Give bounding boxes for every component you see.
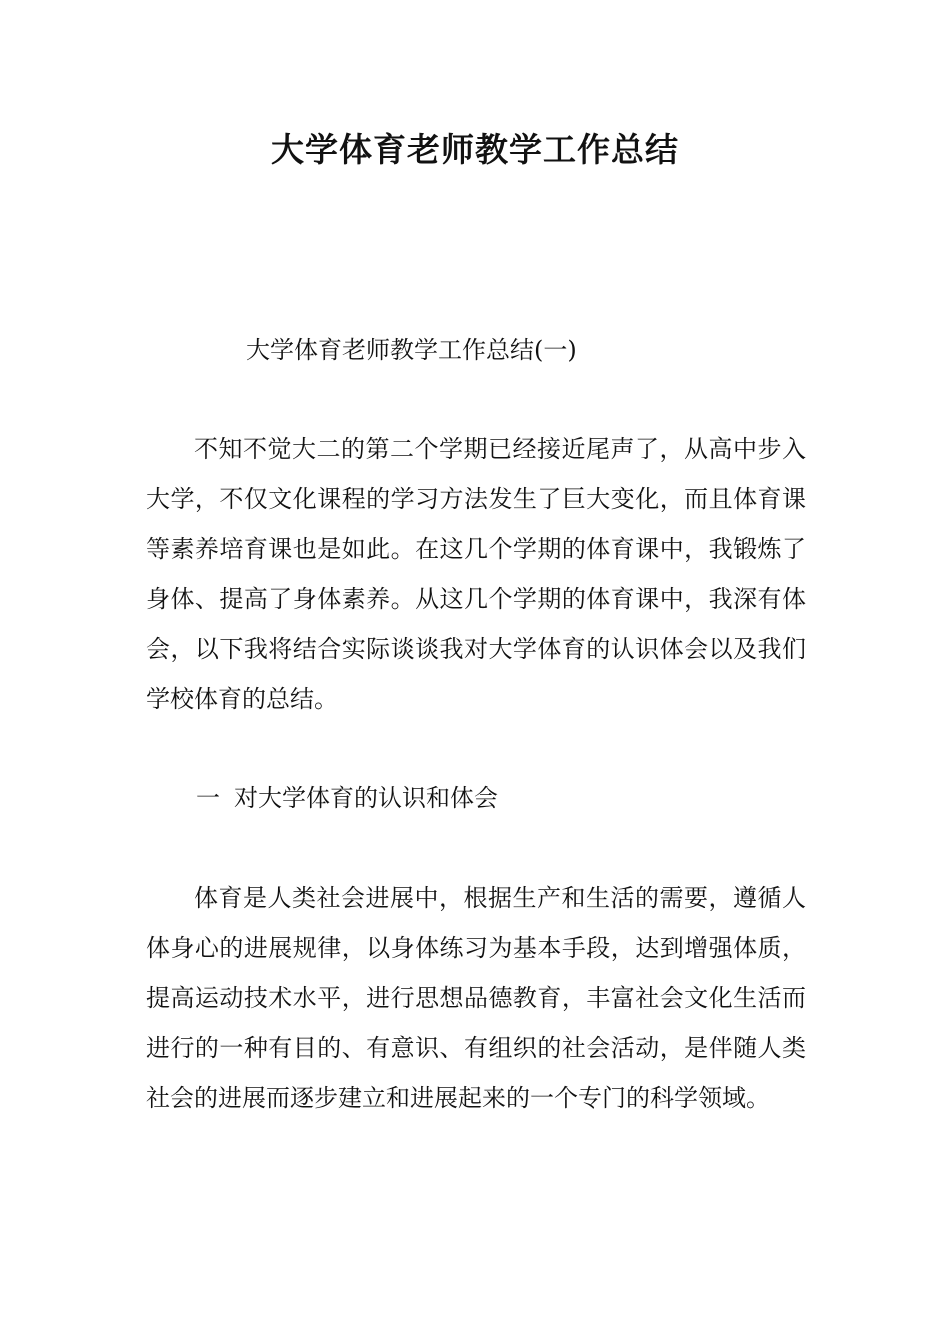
paragraph-intro: 不知不觉大二的第二个学期已经接近尾声了，从高中步入大学，不仅文化课程的学习方法发生了巨大变化，而且体育课等素养培育课也是如此。在这几个学期的体育课中，我锻炼了身体、提高了身体素养。从这几个学期的体育课中，我深有体会，以下我将结合实际谈谈我对大学体育的认识体会以及我们学校体育的总结。: [146, 435, 806, 713]
document-subtitle: 大学体育老师教学工作总结(一): [246, 336, 577, 364]
section-number: 一: [196, 784, 220, 812]
section-heading: [196, 773, 498, 823]
section-heading-text: 对大学体育的认识和体会: [234, 784, 498, 812]
paragraph-definition: 体育是人类社会进展中，根据生产和生活的需要，遵循人体身心的进展规律，以身体练习为基本手段，达到增强体质，提高运动技术水平，进行思想品德教育，丰富社会文化生活而进行的一种有目的、有意识、有组织的社会活动，是伴随人类社会的进展而逐步建立和进展起来的一个专门的科学领域。: [146, 884, 806, 1112]
document-title: 大学体育老师教学工作总结: [271, 130, 679, 169]
